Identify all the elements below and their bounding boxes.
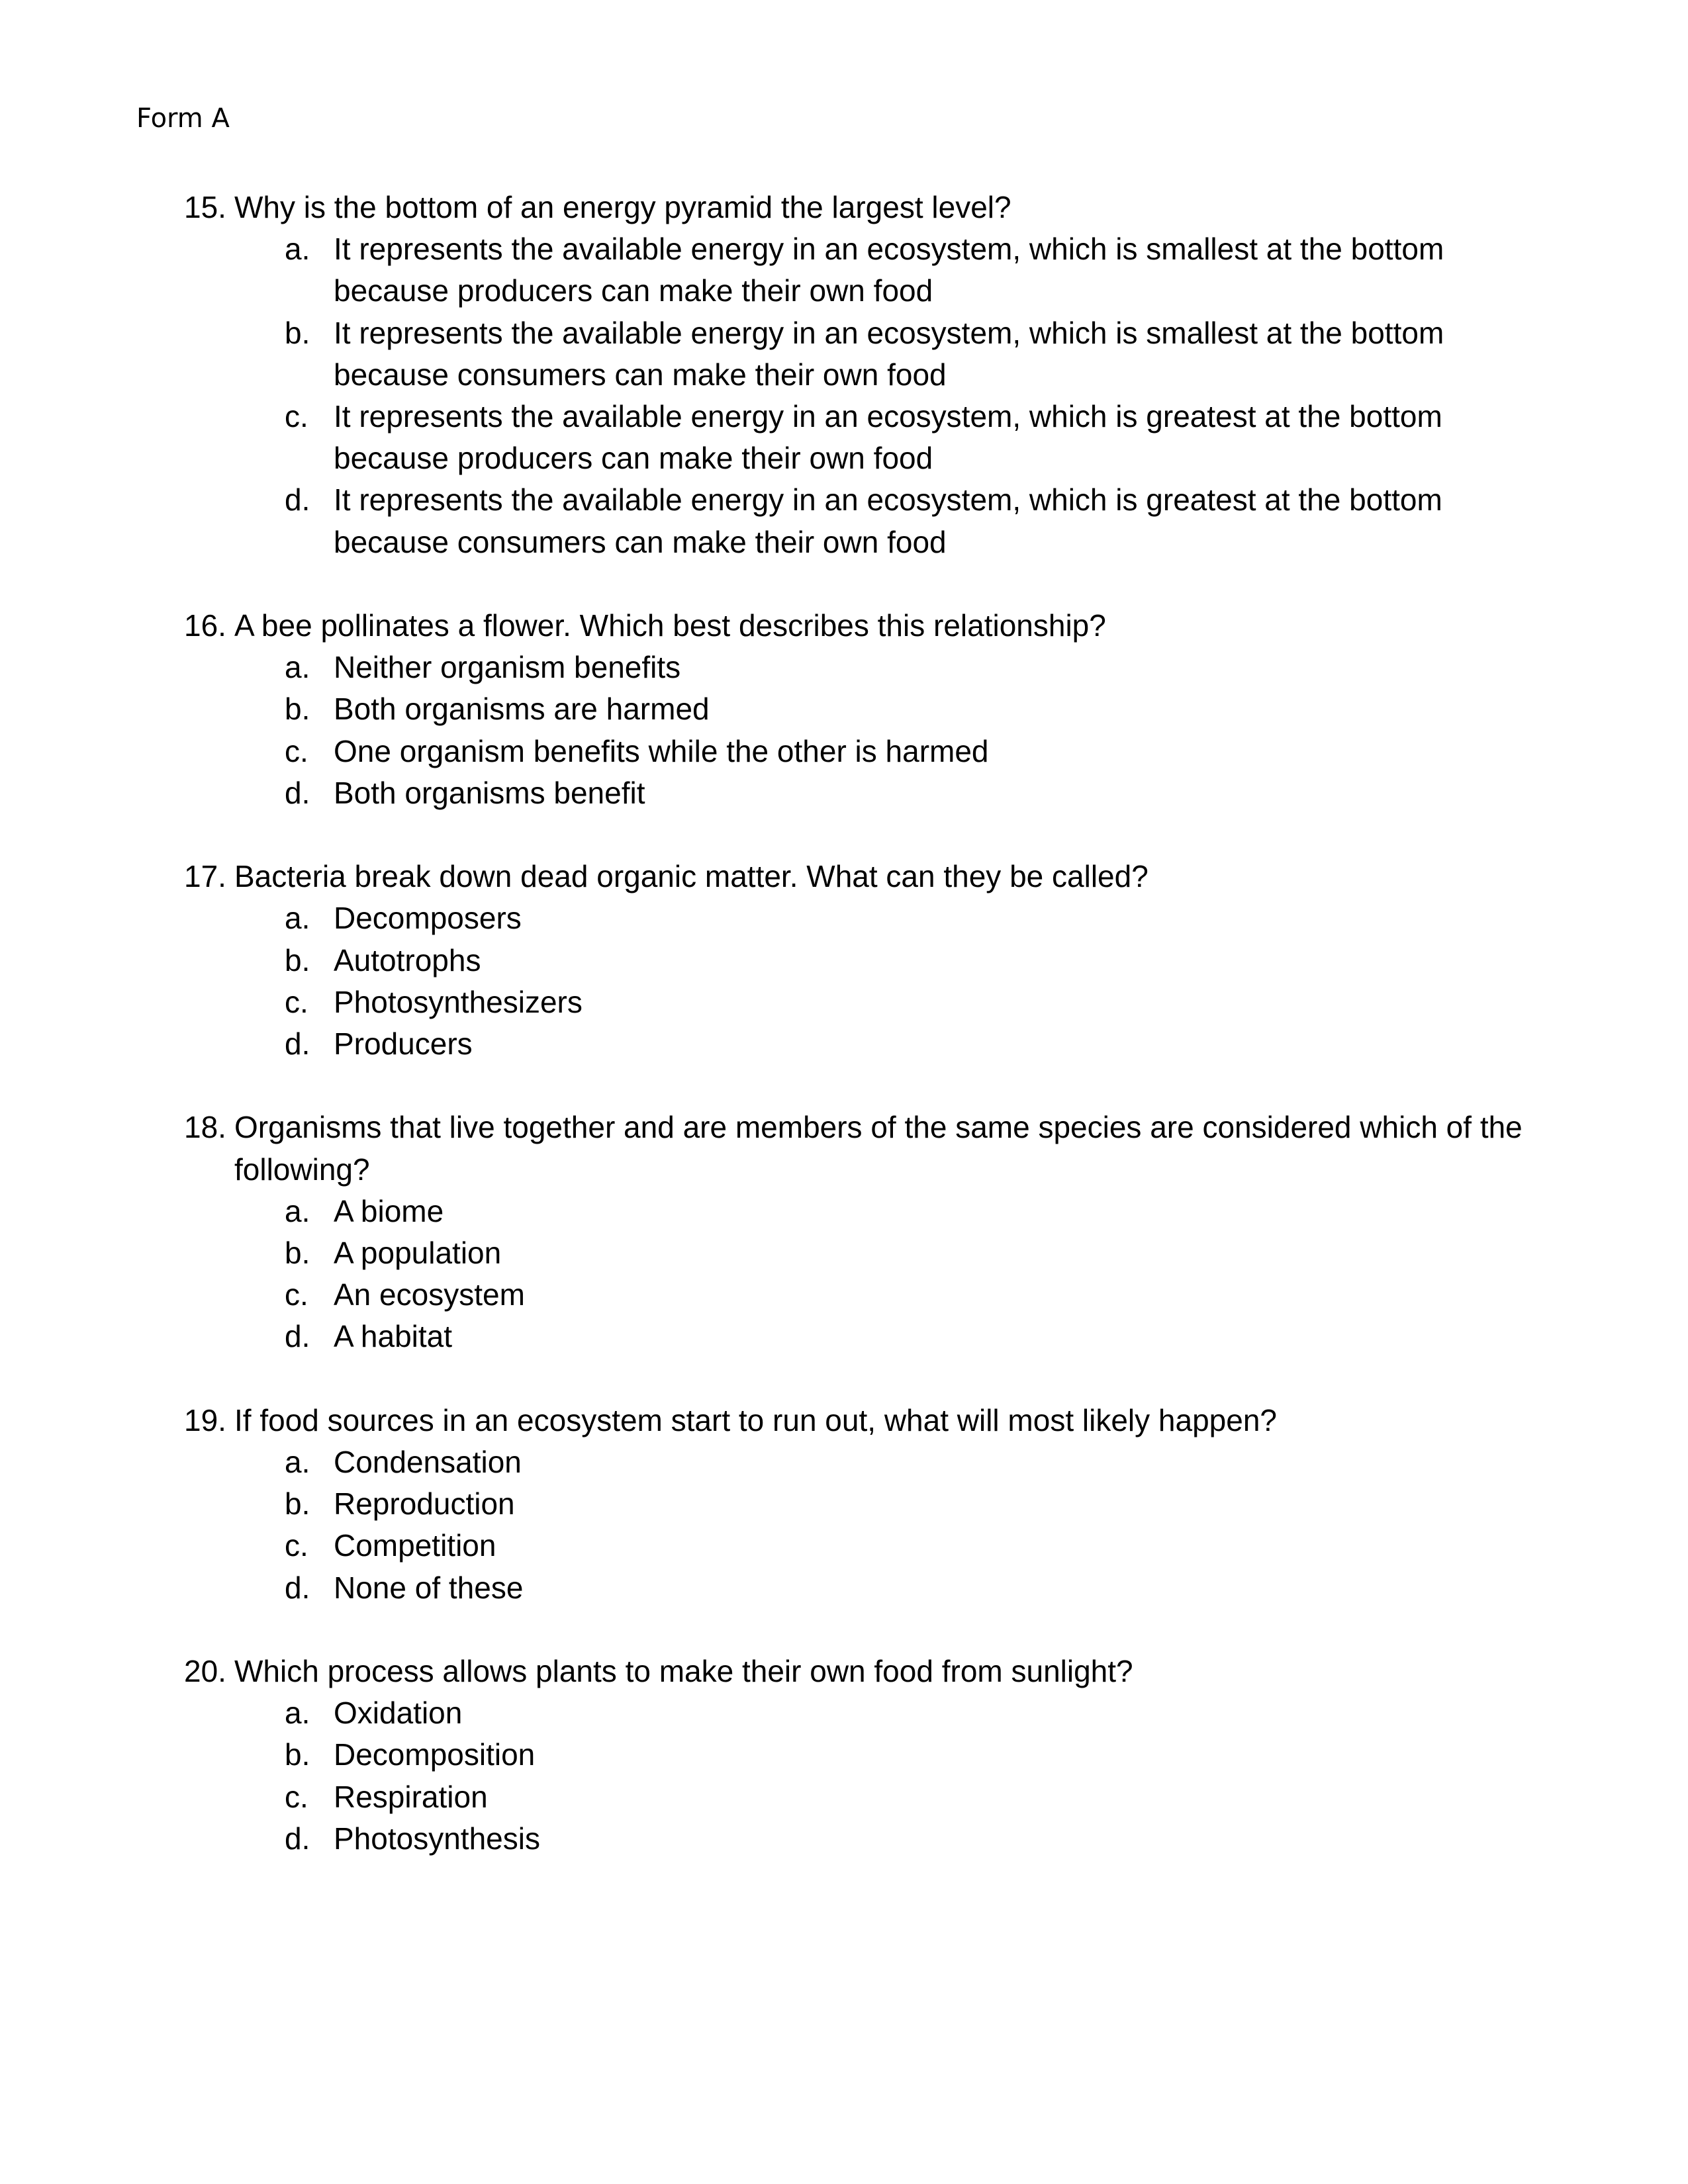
question-text: Bacteria break down dead organic matter. What can they be called? <box>234 859 1149 894</box>
question-stem <box>184 1651 1548 1692</box>
question-text: Why is the bottom of an energy pyramid the largest level? <box>234 190 1011 224</box>
option-text: A habitat <box>334 1319 453 1354</box>
option-letter: a. <box>285 1445 310 1480</box>
answer-option-c <box>184 1525 1548 1567</box>
answer-option-a <box>184 1692 1548 1734</box>
question-text: Organisms that live together and are members of the same species are considered which of the following? <box>234 1110 1523 1187</box>
answer-options <box>184 1692 1548 1860</box>
option-text: Reproduction <box>334 1486 515 1522</box>
option-text: Decomposition <box>334 1737 536 1772</box>
answer-option-d <box>184 1567 1548 1609</box>
answer-option-c <box>184 981 1548 1023</box>
option-text: It represents the available energy in an ecosystem, which is greatest at the bottom because producers can make their own food <box>334 399 1442 476</box>
option-text: Condensation <box>334 1445 522 1480</box>
answer-options <box>184 1191 1548 1358</box>
answer-option-b <box>184 688 1548 730</box>
option-text: An ecosystem <box>334 1277 525 1312</box>
question-number: 16. <box>184 608 226 643</box>
option-text: Photosynthesizers <box>334 984 583 1019</box>
answer-options <box>184 647 1548 814</box>
answer-options <box>184 1441 1548 1609</box>
answer-option-c <box>184 1776 1548 1818</box>
option-letter: a. <box>285 1696 310 1731</box>
option-letter: c. <box>285 733 308 768</box>
option-letter: d. <box>285 1570 310 1605</box>
question-number: 20. <box>184 1654 226 1689</box>
question-number: 17. <box>184 859 226 894</box>
question-list <box>184 187 1548 1901</box>
question-stem <box>184 605 1548 647</box>
answer-options <box>184 897 1548 1065</box>
answer-option-a <box>184 228 1548 312</box>
option-letter: a. <box>285 232 310 267</box>
question-number: 15. <box>184 190 226 224</box>
answer-option-c <box>184 396 1548 479</box>
option-letter: c. <box>285 1277 308 1312</box>
option-text: Oxidation <box>334 1696 463 1731</box>
option-letter: d. <box>285 1821 310 1856</box>
option-letter: b. <box>285 692 310 727</box>
option-text: It represents the available energy in an ecosystem, which is smallest at the bottom because producers can make their own food <box>334 232 1444 308</box>
answer-option-b <box>184 940 1548 981</box>
option-text: Competition <box>334 1528 496 1563</box>
option-text: It represents the available energy in an ecosystem, which is greatest at the bottom because consumers can make their own food <box>334 482 1442 559</box>
option-text: Autotrophs <box>334 942 481 978</box>
answer-option-d <box>184 1316 1548 1357</box>
answer-option-b <box>184 312 1548 396</box>
option-text: Both organisms are harmed <box>334 692 710 727</box>
option-text: One organism benefits while the other is harmed <box>334 733 989 768</box>
question-text: A bee pollinates a flower. Which best describes this relationship? <box>234 608 1106 643</box>
option-letter: b. <box>285 942 310 978</box>
answer-option-a <box>184 1191 1548 1232</box>
question-number: 18. <box>184 1110 226 1145</box>
answer-option-c <box>184 731 1548 772</box>
option-text: Respiration <box>334 1779 488 1814</box>
question-stem <box>184 187 1548 228</box>
option-text: A population <box>334 1236 502 1271</box>
option-letter: b. <box>285 1486 310 1522</box>
form-label: Form A <box>136 103 230 134</box>
answer-option-c <box>184 1274 1548 1316</box>
option-text: Producers <box>334 1026 473 1062</box>
option-text: A biome <box>334 1193 444 1228</box>
option-letter: a. <box>285 1193 310 1228</box>
answer-option-b <box>184 1734 1548 1776</box>
option-letter: b. <box>285 1236 310 1271</box>
question-18 <box>184 1107 1548 1357</box>
option-letter: d. <box>285 1026 310 1062</box>
option-letter: c. <box>285 984 308 1019</box>
option-letter: d. <box>285 1319 310 1354</box>
question-stem <box>184 1107 1548 1190</box>
question-17 <box>184 856 1548 1065</box>
option-text: Decomposers <box>334 901 522 936</box>
answer-option-a <box>184 647 1548 688</box>
answer-option-a <box>184 897 1548 939</box>
answer-option-b <box>184 1232 1548 1274</box>
question-text: If food sources in an ecosystem start to run out, what will most likely happen? <box>234 1402 1277 1437</box>
answer-option-d <box>184 772 1548 814</box>
question-number: 19. <box>184 1402 226 1437</box>
question-text: Which process allows plants to make their own food from sunlight? <box>234 1654 1133 1689</box>
question-20 <box>184 1651 1548 1860</box>
option-text: It represents the available energy in an ecosystem, which is smallest at the bottom because consumers can make their own food <box>334 315 1444 392</box>
answer-option-d <box>184 1023 1548 1065</box>
question-stem <box>184 856 1548 897</box>
option-text: Both organisms benefit <box>334 775 645 810</box>
option-letter: c. <box>285 1528 308 1563</box>
option-letter: d. <box>285 482 310 518</box>
answer-option-b <box>184 1483 1548 1525</box>
option-text: Photosynthesis <box>334 1821 540 1856</box>
option-letter: b. <box>285 1737 310 1772</box>
answer-option-d <box>184 1818 1548 1860</box>
option-text: None of these <box>334 1570 524 1605</box>
option-text: Neither organism benefits <box>334 650 681 685</box>
question-19 <box>184 1400 1548 1609</box>
question-15 <box>184 187 1548 563</box>
question-16 <box>184 605 1548 814</box>
answer-option-d <box>184 479 1548 563</box>
option-letter: a. <box>285 650 310 685</box>
question-stem <box>184 1400 1548 1441</box>
option-letter: c. <box>285 1779 308 1814</box>
option-letter: d. <box>285 775 310 810</box>
option-letter: a. <box>285 901 310 936</box>
option-letter: c. <box>285 399 308 434</box>
option-letter: b. <box>285 315 310 350</box>
answer-options <box>184 228 1548 563</box>
answer-option-a <box>184 1441 1548 1483</box>
